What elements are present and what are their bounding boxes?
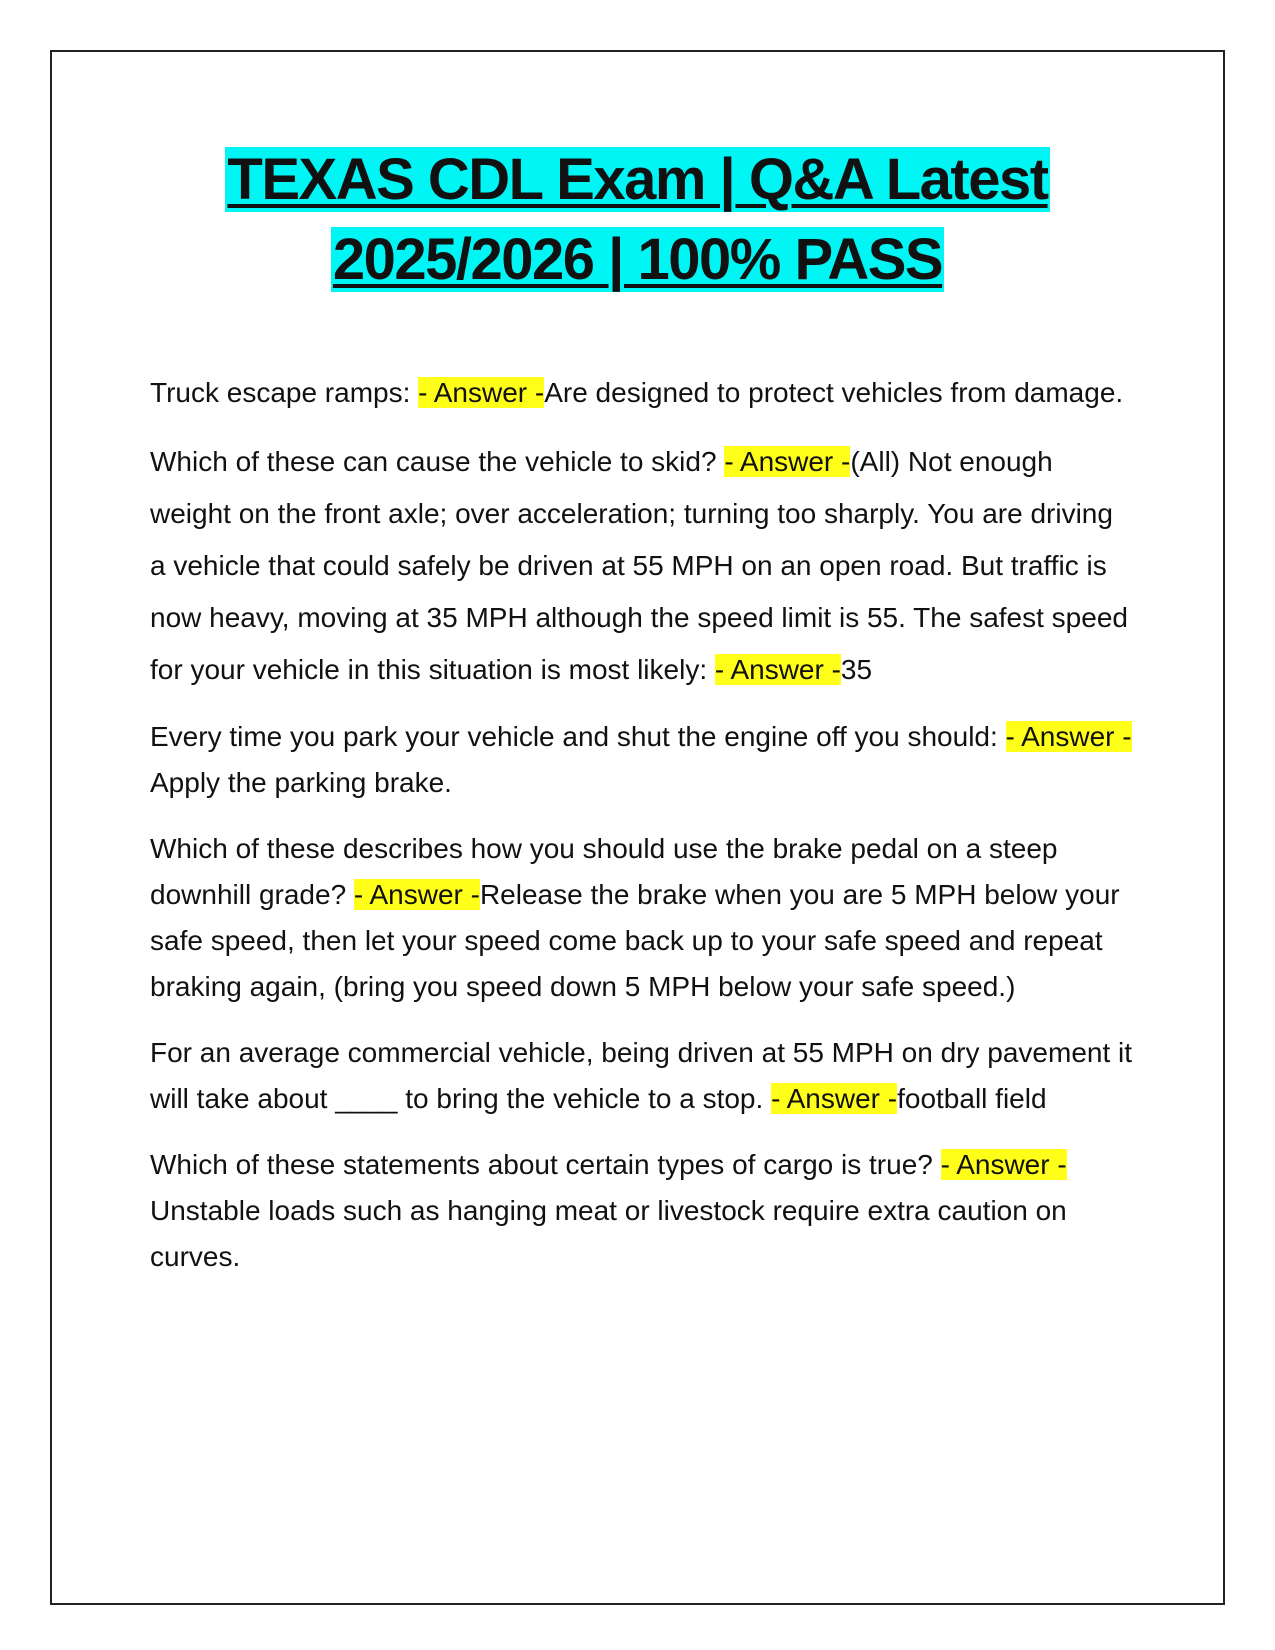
answer-marker: - Answer - — [771, 1083, 898, 1114]
answer-text: (All) Not enough weight on the front axle; over acceleration; turning too sharply. You are driving a vehicle that could safely be driven at 55 MPH on an open road. But traffic is now heavy, moving at 35 MPH although the speed limit is 55. The safest speed for your vehicle in this situation is most likely: — [150, 446, 1128, 685]
qa-item — [150, 826, 1135, 1010]
qa-item — [150, 714, 1135, 806]
question-text: Truck escape ramps: — [150, 377, 419, 408]
qa-list — [150, 370, 1135, 1300]
answer-marker: - Answer - — [714, 654, 841, 685]
title-line-2: 2025/2026 | 100% PASS — [332, 227, 943, 292]
answer-marker: - Answer - — [1005, 721, 1132, 752]
answer-text: Unstable loads such as hanging meat or livestock require extra caution on curves. — [150, 1195, 1067, 1272]
question-text: Every time you park your vehicle and shut the engine off you should: — [150, 721, 1006, 752]
question-text: For an average commercial vehicle, being driven at 55 MPH on dry pavement it will take about ____ to bring the vehicle to a stop. — [150, 1037, 1133, 1114]
qa-item — [150, 1030, 1135, 1122]
answer-text: football field — [897, 1083, 1047, 1114]
question-text: Which of these can cause the vehicle to skid? — [150, 446, 725, 477]
qa-item — [150, 1142, 1135, 1280]
question-text: Which of these describes how you should use the brake pedal on a steep downhill grade? — [150, 833, 1058, 910]
answer-marker: - Answer - — [353, 879, 480, 910]
answer-marker: - Answer - — [940, 1149, 1067, 1180]
question-text: Which of these statements about certain types of cargo is true? — [150, 1149, 941, 1180]
qa-item — [150, 370, 1135, 416]
answer-text: Release the brake when you are 5 MPH below your safe speed, then let your speed come back up to your safe speed and repeat braking again, (bring you speed down 5 MPH below your safe speed.) — [150, 879, 1120, 1002]
answer-text: Are designed to protect vehicles from damage. — [544, 377, 1124, 408]
title-line-1: TEXAS CDL Exam | Q&A Latest — [227, 147, 1048, 212]
page-title — [120, 140, 1155, 300]
answer-text: 35 — [840, 654, 873, 685]
qa-item — [150, 436, 1135, 696]
answer-marker: - Answer - — [724, 446, 851, 477]
answer-marker: - Answer - — [418, 377, 545, 408]
answer-text: Apply the parking brake. — [150, 767, 452, 798]
